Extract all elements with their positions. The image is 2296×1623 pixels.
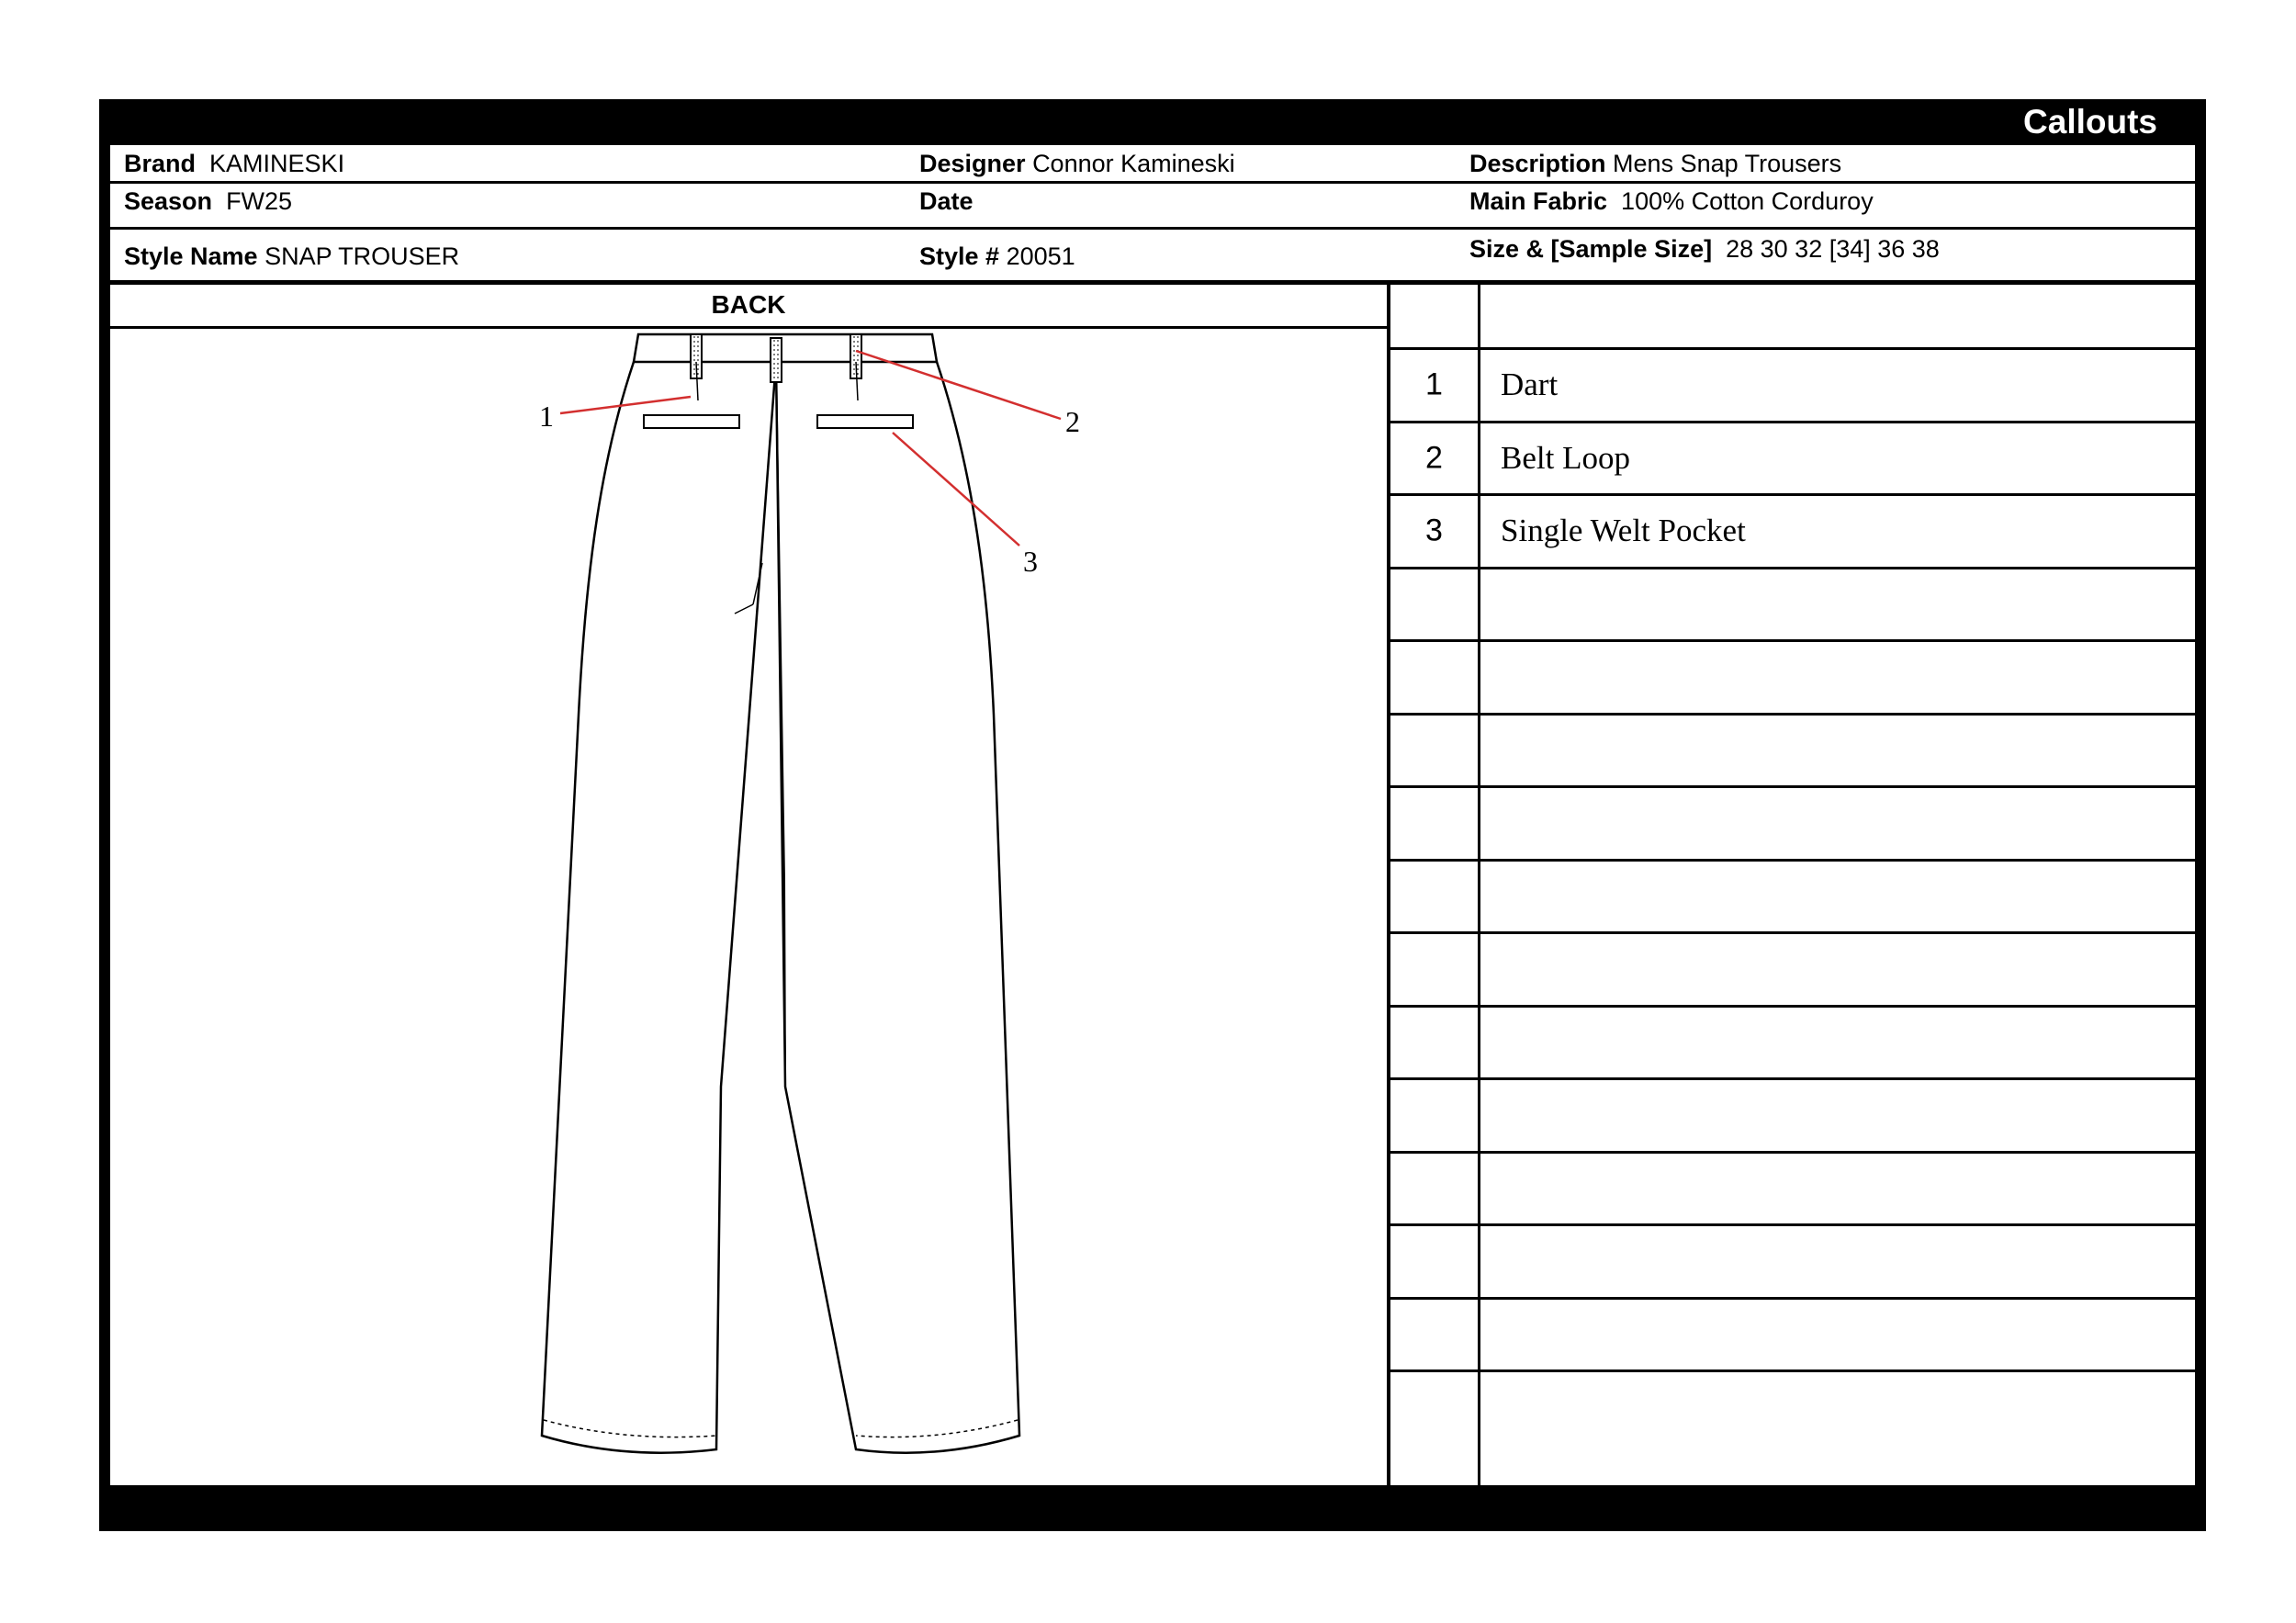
season-label: Season <box>124 187 213 215</box>
welt-pocket-left <box>644 415 739 428</box>
view-label: BACK <box>110 285 1387 329</box>
callout-number-cell <box>1390 862 1480 932</box>
callout-number-cell <box>1390 788 1480 859</box>
brand-label: Brand <box>124 150 197 177</box>
brand-value: KAMINESKI <box>209 150 345 177</box>
welt-pocket-right <box>817 415 913 428</box>
spec-sheet-frame <box>99 99 2206 1531</box>
date-field <box>919 187 974 216</box>
callout-number-cell <box>1390 1372 1480 1485</box>
callout-number: 2 <box>1425 440 1443 476</box>
callout-description: Dart <box>1501 366 1559 403</box>
callout-number: 1 <box>1425 366 1443 402</box>
callout-row <box>1390 350 2195 423</box>
callout-number-cell <box>1390 716 1480 786</box>
callout-row <box>1390 1080 2195 1154</box>
callout-row <box>1390 862 2195 935</box>
callout-row <box>1390 716 2195 789</box>
waistband-outline <box>634 334 937 362</box>
right-hem-stitch <box>856 1420 1018 1437</box>
description-label: Description <box>1469 150 1606 177</box>
style-number-value: 20051 <box>1006 242 1075 270</box>
left-hem-stitch <box>544 1420 716 1437</box>
callout-number-cell <box>1390 569 1480 640</box>
callout-number-cell <box>1390 423 1480 494</box>
sheet-title: Callouts <box>2023 103 2157 141</box>
callout-number-cell <box>1390 1008 1480 1078</box>
size-label: Size & [Sample Size] <box>1469 235 1713 263</box>
callout-row <box>1390 1154 2195 1227</box>
callout-number-cell <box>1390 1226 1480 1297</box>
style-name-label: Style Name <box>124 242 258 270</box>
callout-header-row <box>1390 285 2195 350</box>
callout-row <box>1390 934 2195 1008</box>
style-number-field <box>919 242 1075 271</box>
designer-value: Connor Kamineski <box>1032 150 1235 177</box>
main-fabric-value: 100% Cotton Corduroy <box>1621 187 1874 215</box>
description-field <box>1469 150 1841 178</box>
leader-line-1 <box>560 397 691 413</box>
callout-number-cell <box>1390 1080 1480 1151</box>
style-name-field <box>124 242 459 271</box>
left-leg-outline <box>542 362 776 1453</box>
description-value: Mens Snap Trousers <box>1613 150 1842 177</box>
callout-number-cell <box>1390 496 1480 567</box>
callout-description: Belt Loop <box>1501 439 1630 476</box>
style-name-value: SNAP TROUSER <box>264 242 460 270</box>
designer-label: Designer <box>919 150 1026 177</box>
callout-row <box>1390 1226 2195 1300</box>
callout-header-number-cell <box>1390 285 1480 347</box>
callout-number-cell <box>1390 934 1480 1005</box>
marker-2: 2 <box>1065 405 1080 438</box>
belt-loop-center <box>771 338 782 382</box>
callout-row <box>1390 642 2195 716</box>
marker-3: 3 <box>1023 545 1038 578</box>
season-field <box>124 187 292 216</box>
main-fabric-label: Main Fabric <box>1469 187 1608 215</box>
callout-row <box>1390 788 2195 862</box>
callout-row <box>1390 1372 2195 1485</box>
header-row-1 <box>110 145 2195 184</box>
callout-number-cell <box>1390 350 1480 421</box>
callout-table <box>1390 285 2195 1485</box>
callout-number-cell <box>1390 1154 1480 1224</box>
designer-field <box>919 150 1235 178</box>
right-leg-outline <box>776 362 1019 1453</box>
marker-1: 1 <box>539 400 554 433</box>
trouser-back-drawing <box>110 329 1387 1485</box>
callout-row <box>1390 423 2195 497</box>
date-label: Date <box>919 187 974 215</box>
leader-line-3 <box>893 433 1019 546</box>
callout-row <box>1390 1300 2195 1373</box>
season-value: FW25 <box>226 187 293 215</box>
callout-row <box>1390 1008 2195 1081</box>
header-row-2 <box>110 184 2195 230</box>
callout-number-cell <box>1390 1300 1480 1370</box>
size-field <box>1469 235 1940 264</box>
sheet-body <box>110 145 2195 1485</box>
callout-number: 3 <box>1425 513 1443 548</box>
size-values: 28 30 32 [34] 36 38 <box>1726 235 1940 263</box>
title-bar <box>99 99 2206 145</box>
brand-field <box>124 150 344 178</box>
main-fabric-field <box>1469 187 1874 216</box>
callout-row <box>1390 496 2195 569</box>
leader-line-2 <box>856 351 1061 419</box>
view-panel <box>110 285 1390 1485</box>
header-row-3 <box>110 230 2195 285</box>
callout-description: Single Welt Pocket <box>1501 513 1746 549</box>
callout-number-cell <box>1390 642 1480 713</box>
bottom-bar <box>99 1485 2206 1531</box>
callout-row <box>1390 569 2195 643</box>
style-number-label: Style # <box>919 242 1000 270</box>
